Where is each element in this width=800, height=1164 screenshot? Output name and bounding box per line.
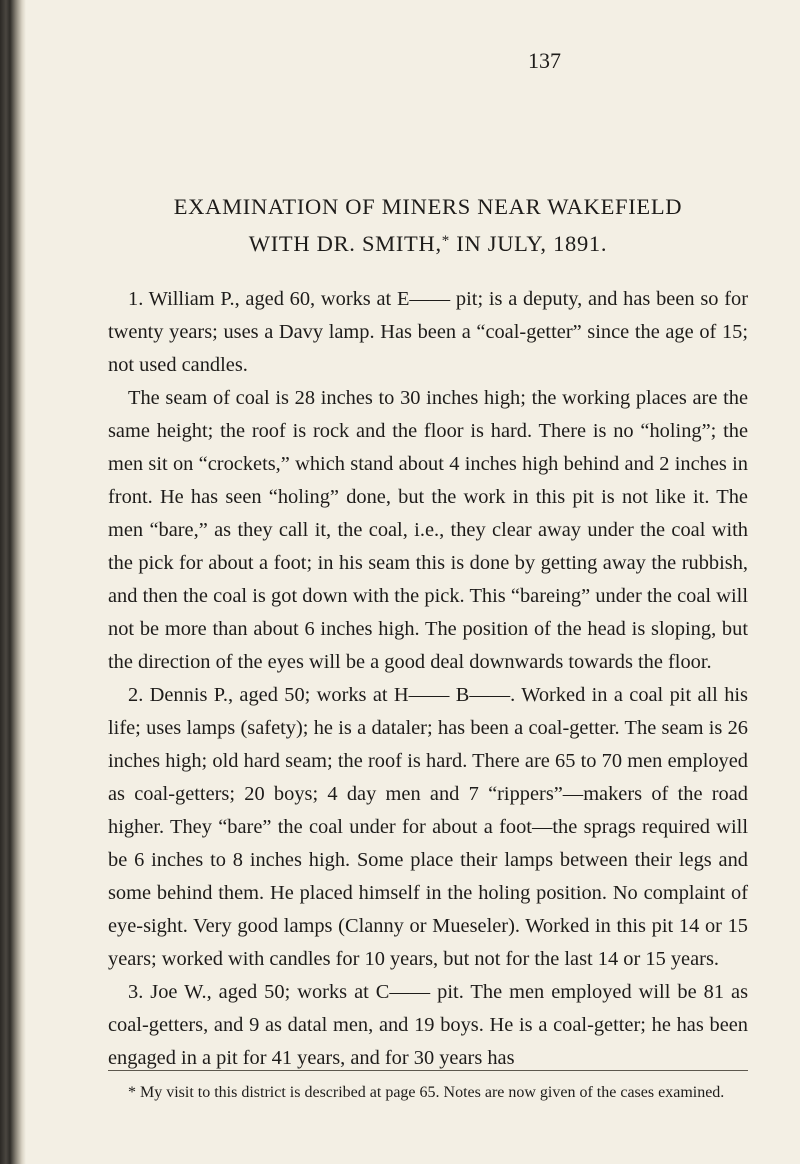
footnote: * My visit to this district is described at page 65. Notes are now given of the cases examined. bbox=[128, 1084, 725, 1101]
title-line-2-end: IN JULY, 1891. bbox=[449, 231, 608, 256]
title-line-1: EXAMINATION OF MINERS NEAR WAKEFIELD bbox=[173, 194, 683, 219]
book-page bbox=[108, 0, 748, 1164]
page-title bbox=[108, 190, 748, 261]
title-line-2-start: WITH DR. SMITH, bbox=[248, 231, 442, 256]
page-number: 137 bbox=[528, 48, 561, 73]
paragraph-william: 1. William P., aged 60, works at E—— pit; is a deputy, and has been so for twenty years; uses a Davy lamp. Has been a “coal-getter” since the age of 15; not used candles. bbox=[108, 288, 748, 376]
footnote-divider bbox=[108, 1070, 748, 1071]
paragraph-joe: 3. Joe W., aged 50; works at C—— pit. The men employed will be 81 as coal-getters, and 9 as datal men, and 19 boys. He is a coal-getter; he has been engaged in a pit for 41 years, and for 30 years has bbox=[108, 981, 748, 1069]
paragraph-dennis: 2. Dennis P., aged 50; works at H—— B——. Worked in a coal pit all his life; uses lamps (safety); he is a dataler; has been a coal-getter. The seam is 26 inches high; old hard seam; the roof is hard. There are 65 to 70 men employed as coal-getters; 20 boys; 4 day men and 7 “rippers”—makers of the road higher. They “bare” the coal under for about a foot—the sprags required will be 6 inches to 8 inches high. Some place their lamps between their legs and some behind them. He placed himself in the holing position. No complaint of eye-sight. Very good lamps (Clanny or Mueseler). Worked in this pit 14 or 15 years; worked with candles for 10 years, but not for the last 14 or 15 years. bbox=[108, 684, 748, 970]
book-binding-edge bbox=[0, 0, 26, 1164]
body-text bbox=[108, 283, 748, 1075]
footnote-marker: * bbox=[441, 233, 450, 249]
paragraph-seam-description: The seam of coal is 28 inches to 30 inches high; the working places are the same height; the roof is rock and the floor is hard. There is no “holing”; the men sit on “crockets,” which stand about 4 inches high behind and 2 inches in front. He has seen “holing” done, but the work in this pit is not like it. The men “bare,” as they call it, the coal, i.e., they clear away under the coal with the pick for about a foot; in his seam this is done by getting away the rubbish, and then the coal is got down with the pick. This “bareing” under the coal will not be more than about 6 inches high. The position of the head is sloping, but the direction of the eyes will be a good deal downwards towards the floor. bbox=[108, 387, 748, 673]
title-line-2 bbox=[108, 224, 748, 261]
